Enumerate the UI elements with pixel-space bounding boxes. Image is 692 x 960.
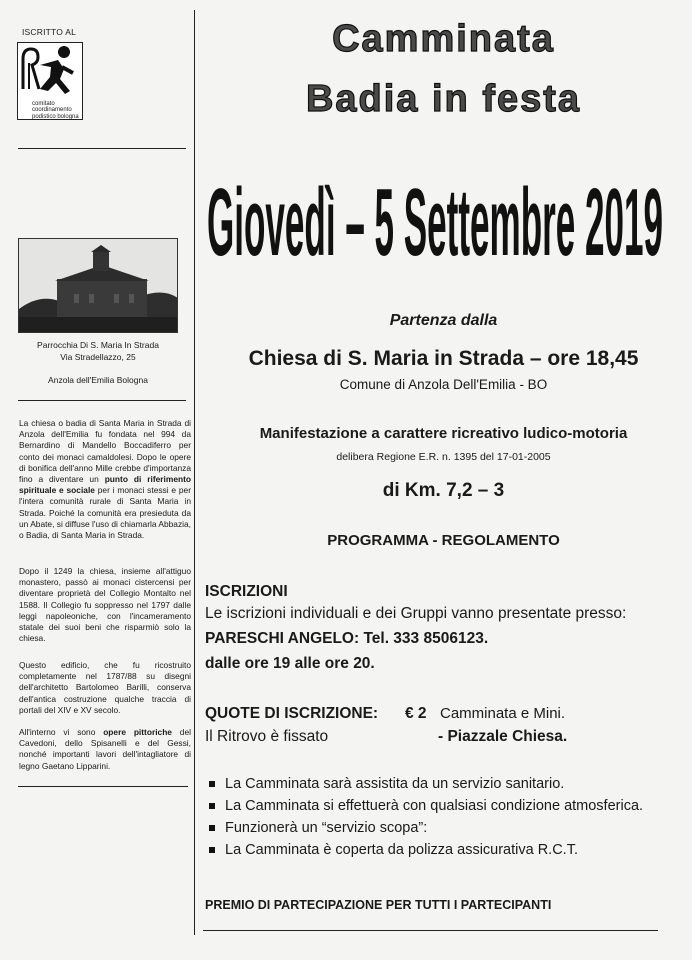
left-divider-bottom [18, 786, 188, 787]
list-item: La Camminata sarà assistita da un servizio sanitario. [205, 774, 665, 794]
contact-info: PARESCHI ANGELO: Tel. 333 8506123. [205, 630, 489, 647]
runner-logo [17, 42, 83, 120]
iscrizioni-text: Le iscrizioni individuali e dei Gruppi vanno presentate presso: [205, 605, 627, 622]
list-item: Funzionerà un “servizio scopa”: [205, 818, 665, 838]
opening-hours: dalle ore 19 alle ore 20. [205, 655, 375, 672]
event-date [200, 160, 670, 270]
iscritto-label: ISCRITTO AL [22, 27, 77, 37]
quote-description: Camminata e Mini. [440, 705, 566, 722]
list-item: La Camminata si effettuerà con qualsiasi condizione atmosferica. [205, 796, 665, 816]
distance-label: di Km. 7,2 – 3 [382, 480, 505, 501]
history-paragraph-2: Dopo il 1249 la chiesa, insieme all'attiguo monastero, passò ai monaci cistercensi per diventare proprietà del Collegio Montalto nel 1588. Il Collegio fu soppresso nel 1797 dalle leggi napoleoniche, con l'incameramento statale dei suoi beni che risparmiò solo la chiesa. [19, 566, 191, 644]
quote-heading: QUOTE DI ISCRIZIONE: [205, 705, 379, 722]
bottom-divider [203, 930, 658, 931]
rules-list [205, 774, 665, 860]
column-divider [194, 10, 195, 935]
history-paragraph-4: All'interno vi sono opere pittoriche del Cavedoni, dello Spisanelli e del Gessi, nonché importanti lavori dell'intagliatore di legno Gaetano Lipparini. [19, 727, 191, 771]
history-paragraph-1: La chiesa o badia di Santa Maria in Strada di Anzola dell'Emilia fu fondata nel 994 da Bernardino di Mandello Boccadiferro per conto dei monaci camaldolesi. Dopo le opere di bonifica dell'anno Mille crebbe d'importanza fino a diventare un punto di riferimento spirituale e sociale per i monaci stessi e per l'intera comunità rurale di Santa Maria in Strada. Poiché la comunità era presieduta da un Abate, si diffuse l'uso di chiamarla Abbazia, o Badia, di Santa Maria in Strada. [19, 418, 191, 541]
partenza-label: Partenza dalla [389, 312, 498, 329]
history-paragraph-3: Questo edificio, che fu ricostruito completamente nel 1787/88 su disegni dell'architetto Bartolomeo Barilli, conserva dell'antica costruzione qualche traccia di portali del XIV e XV secolo. [19, 660, 191, 715]
title-line-2: Badia in festa [305, 78, 582, 120]
premio-label: PREMIO DI PARTECIPAZIONE PER TUTTI I PARTECIPANTI [205, 898, 552, 912]
left-divider-mid [18, 400, 186, 401]
list-item: La Camminata è coperta da polizza assicurativa R.C.T. [205, 840, 665, 860]
ritrovo-location: - Piazzale Chiesa. [438, 728, 568, 745]
ritrovo-label: Il Ritrovo è fissato [205, 728, 329, 745]
title-line-1: Camminata [332, 18, 555, 60]
svg-text:Giovedì – 5 Settembre 2019: Giovedì – 5 Settembre 2019 [207, 169, 663, 270]
photo-caption: Parrocchia Di S. Maria In Strada Via Stradellazzo, 25 [37, 340, 159, 362]
manifestazione-label: Manifestazione a carattere ricreativo ludico-motoria [259, 425, 628, 442]
logo-text: comitato coordinamento podistico bologna [32, 101, 79, 120]
departure-place: Chiesa di S. Maria in Strada – ore 18,45 [248, 347, 639, 370]
left-divider-top [18, 148, 186, 149]
comune-label: Comune di Anzola Dell'Emilia - BO [339, 377, 548, 392]
iscrizioni-heading: ISCRIZIONI [205, 583, 288, 600]
church-photo [18, 238, 178, 333]
quote-value: € 2 [405, 705, 427, 722]
delibera-label: delibera Regione E.R. n. 1395 del 17-01-2005 [336, 451, 551, 463]
location-label: Anzola dell'Emilia Bologna [48, 375, 148, 385]
programma-heading: PROGRAMMA - REGOLAMENTO [327, 532, 560, 549]
